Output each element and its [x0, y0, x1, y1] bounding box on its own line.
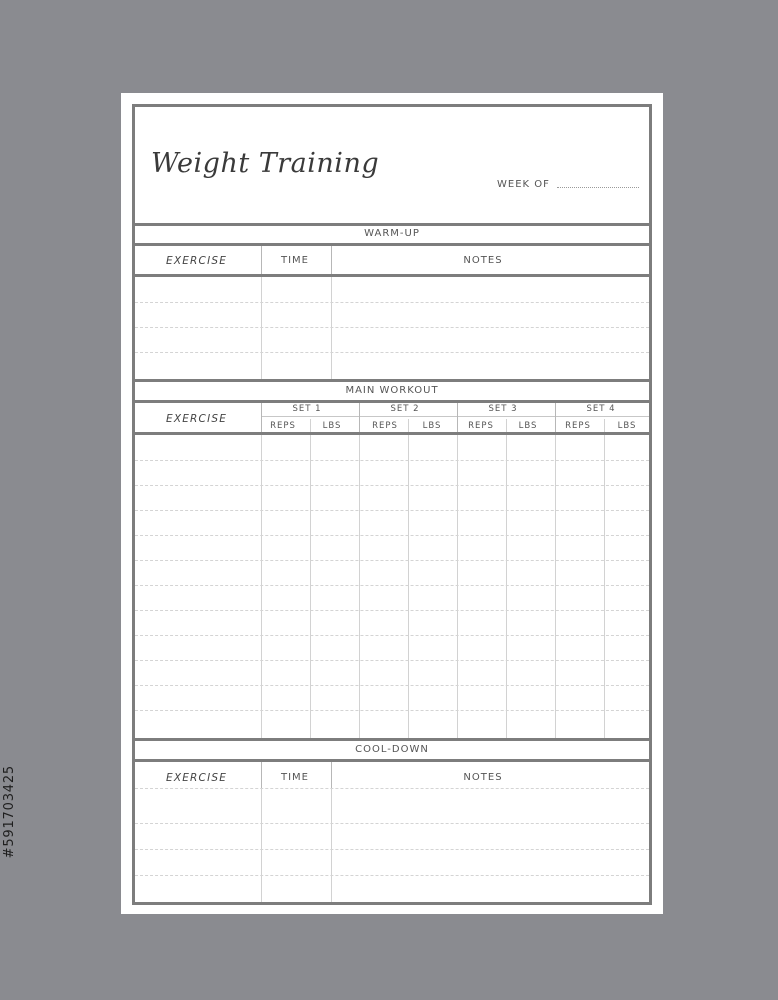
workout-row-line[interactable]	[135, 560, 649, 561]
column-divider	[555, 435, 556, 738]
planner-frame	[132, 104, 652, 905]
main-workout-title: MAIN WORKOUT	[345, 385, 439, 396]
warmup-time-header: TIME	[281, 255, 310, 266]
set-1-label: SET 1	[292, 404, 322, 414]
cooldown-row-line[interactable]	[135, 823, 649, 824]
column-divider	[331, 277, 332, 379]
column-divider	[408, 435, 409, 738]
cooldown-row-line[interactable]	[135, 875, 649, 876]
divider	[135, 243, 649, 246]
column-divider	[261, 403, 262, 432]
column-divider	[331, 246, 332, 274]
set-header-divider	[261, 416, 649, 417]
reps-lbs-divider	[604, 419, 605, 432]
workout-row-line[interactable]	[135, 510, 649, 511]
warmup-exercise-header: EXERCISE	[166, 255, 228, 267]
set-3-reps-header: REPS	[468, 421, 494, 431]
divider	[135, 223, 649, 226]
set-4-label: SET 4	[586, 404, 616, 414]
week-of-field[interactable]	[557, 187, 639, 188]
cooldown-row-line[interactable]	[135, 788, 649, 789]
workout-row-line[interactable]	[135, 610, 649, 611]
column-divider	[331, 762, 332, 788]
cooldown-row-line[interactable]	[135, 849, 649, 850]
set-2-lbs-header: LBS	[422, 421, 442, 431]
column-divider	[359, 435, 360, 738]
warmup-title: WARM-UP	[364, 228, 420, 239]
set-3-lbs-header: LBS	[518, 421, 538, 431]
stock-id-watermark: #591703425	[2, 765, 17, 859]
cooldown-title: COOL-DOWN	[355, 744, 429, 755]
divider	[135, 759, 649, 762]
warmup-notes-header: NOTES	[463, 255, 503, 266]
workout-row-line[interactable]	[135, 635, 649, 636]
column-divider	[457, 435, 458, 738]
reps-lbs-divider	[506, 419, 507, 432]
column-divider	[506, 435, 507, 738]
main-exercise-header: EXERCISE	[166, 413, 228, 425]
week-of-label: WEEK OF	[497, 179, 550, 190]
set-3-label: SET 3	[488, 404, 518, 414]
workout-row-line[interactable]	[135, 585, 649, 586]
set-4-reps-header: REPS	[565, 421, 591, 431]
warmup-row-line[interactable]	[135, 327, 649, 328]
divider	[135, 274, 649, 277]
page-title: Weight Training	[151, 148, 380, 179]
planner-sheet	[121, 93, 663, 914]
set-2-label: SET 2	[390, 404, 420, 414]
column-divider	[261, 277, 262, 379]
workout-row-line[interactable]	[135, 710, 649, 711]
column-divider	[261, 246, 262, 274]
workout-row-line[interactable]	[135, 685, 649, 686]
set-divider	[457, 403, 458, 432]
column-divider	[604, 435, 605, 738]
cooldown-notes-header: NOTES	[463, 772, 503, 783]
column-divider	[331, 788, 332, 902]
reps-lbs-divider	[408, 419, 409, 432]
workout-row-line[interactable]	[135, 460, 649, 461]
set-4-lbs-header: LBS	[617, 421, 637, 431]
warmup-row-line[interactable]	[135, 352, 649, 353]
column-divider	[261, 762, 262, 788]
column-divider	[261, 788, 262, 902]
divider	[135, 379, 649, 382]
divider	[135, 432, 649, 435]
set-divider	[555, 403, 556, 432]
cooldown-exercise-header: EXERCISE	[166, 772, 228, 784]
cooldown-time-header: TIME	[281, 772, 310, 783]
column-divider	[261, 435, 262, 738]
workout-row-line[interactable]	[135, 485, 649, 486]
workout-row-line[interactable]	[135, 660, 649, 661]
divider	[135, 400, 649, 403]
set-2-reps-header: REPS	[372, 421, 398, 431]
column-divider	[310, 435, 311, 738]
reps-lbs-divider	[310, 419, 311, 432]
set-1-lbs-header: LBS	[322, 421, 342, 431]
divider	[135, 738, 649, 741]
set-1-reps-header: REPS	[270, 421, 296, 431]
workout-row-line[interactable]	[135, 535, 649, 536]
set-divider	[359, 403, 360, 432]
warmup-row-line[interactable]	[135, 302, 649, 303]
